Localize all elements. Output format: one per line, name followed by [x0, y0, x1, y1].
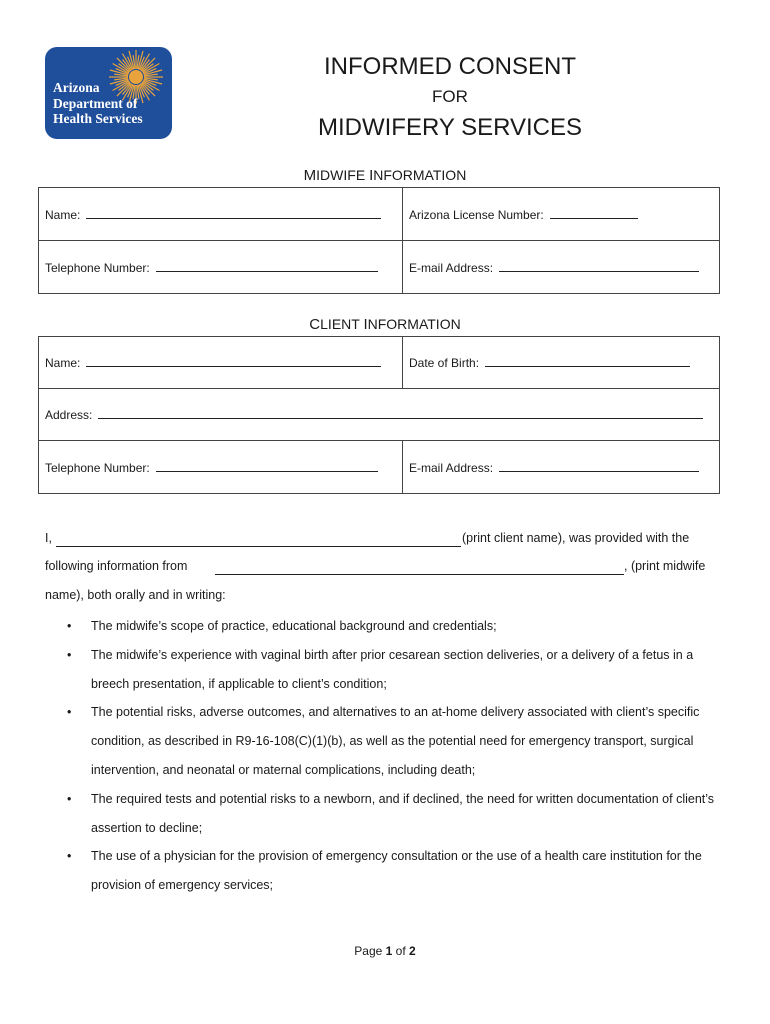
- print-client-name-field[interactable]: [56, 546, 461, 547]
- print-midwife-name-field[interactable]: [215, 574, 624, 575]
- midwife-phone-cell: [39, 241, 403, 294]
- midwife-email-cell: [403, 241, 720, 294]
- midwife-email-label: E-mail Address:: [409, 260, 494, 275]
- midwife-license-field[interactable]: [550, 207, 638, 219]
- adhs-logo: [45, 47, 172, 139]
- midwife-phone-label: Telephone Number:: [45, 260, 150, 275]
- title-informed-consent: INFORMED CONSENT: [324, 53, 576, 80]
- client-dob-label: Date of Birth:: [409, 356, 480, 370]
- client-dob-cell: [403, 337, 720, 389]
- list-item: • The potential risks, adverse outcomes, and alternatives to an at-home delivery associated with client’s specific condition, as described in R9-16-108(C)(1)(b), as well as the potential need for emergency transport, surgical intervention, and neonatal or maternal complications, including death;: [67, 705, 700, 777]
- statement-name-line: name), both orally and in writing:: [45, 588, 226, 602]
- client-information-heading: CLIENT INFORMATION: [309, 316, 461, 333]
- midwife-name-label: Name:: [45, 207, 81, 222]
- page-number: Page 1 of 2: [354, 944, 416, 958]
- statement-print-midwife: , (print midwife: [624, 559, 706, 573]
- client-email-field[interactable]: [499, 460, 699, 472]
- client-email-label: E-mail Address:: [409, 460, 494, 475]
- list-item: • The use of a physician for the provision of emergency consultation or the use of a health care institution for the provision of emergency services;: [67, 849, 702, 893]
- statement-line-1: [45, 531, 52, 545]
- midwife-license-label: Arizona License Number:: [409, 207, 544, 222]
- list-item: • The midwife’s scope of practice, educational background and credentials;: [67, 619, 497, 633]
- statement-print-client: (print client name), was provided with the: [462, 531, 690, 545]
- client-name-field[interactable]: [86, 355, 381, 367]
- client-address-label: Address:: [45, 408, 93, 422]
- midwife-information-heading: MIDWIFE INFORMATION: [303, 167, 467, 184]
- list-item: • The required tests and potential risks to a newborn, and if declined, the need for written documentation of client’s assertion to decline;: [67, 791, 715, 835]
- midwife-name-cell: [39, 188, 403, 241]
- disclosure-list: [45, 612, 725, 900]
- client-information-table: [38, 336, 720, 494]
- midwife-phone-field[interactable]: [156, 260, 378, 272]
- client-address-cell: [39, 389, 720, 441]
- list-item: • The midwife’s experience with vaginal birth after prior cesarean section deliveries, or a delivery of a fetus in a breech presentation, if applicable to client’s condition;: [67, 647, 694, 691]
- midwife-license-cell: [403, 188, 720, 241]
- midwife-information-table: [38, 187, 720, 294]
- midwife-email-field[interactable]: [499, 260, 699, 272]
- client-phone-field[interactable]: [156, 460, 378, 472]
- statement-following: following information from: [45, 559, 188, 573]
- client-name-label: Name:: [45, 356, 81, 370]
- client-address-field[interactable]: [98, 407, 703, 419]
- statement-i: I,: [45, 531, 52, 545]
- title-midwifery-services: MIDWIFERY SERVICES: [317, 114, 583, 141]
- midwife-name-field[interactable]: [86, 207, 381, 219]
- logo-line-3: Health Services: [53, 111, 143, 126]
- logo-line-2: Department of: [53, 95, 138, 111]
- client-dob-field[interactable]: [485, 355, 690, 367]
- client-phone-label: Telephone Number:: [45, 460, 150, 475]
- logo-line-1: Arizona: [53, 80, 100, 95]
- client-name-cell: [39, 337, 403, 389]
- title-for: FOR: [432, 87, 468, 106]
- client-email-cell: [403, 441, 720, 494]
- client-phone-cell: [39, 441, 403, 494]
